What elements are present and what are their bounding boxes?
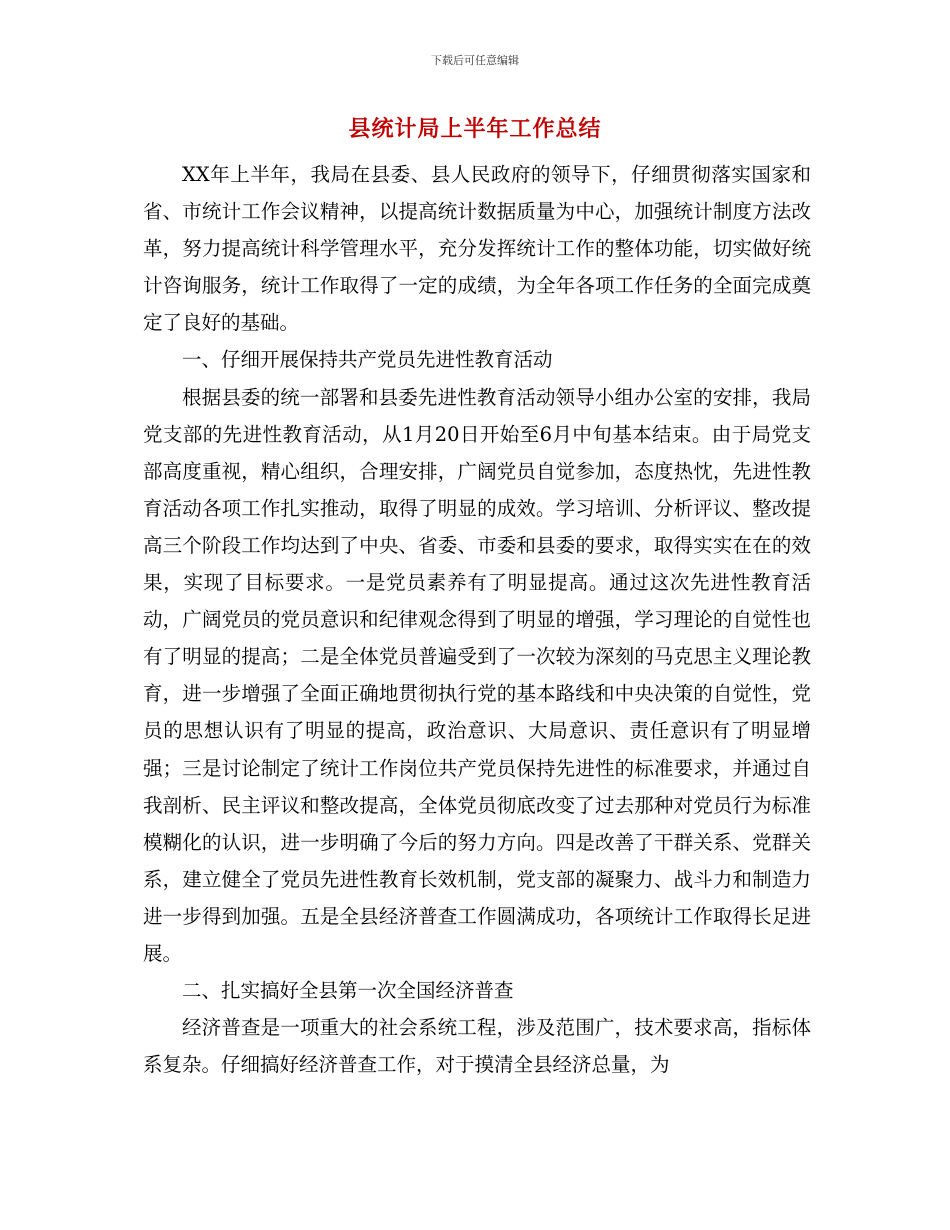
header-note: 下载后可任意编辑 (431, 54, 519, 67)
intro-paragraph: XX年上半年，我局在县委、县人民政府的领导下，仔细贯彻落实国家和省、市统计工作会议精神，以提高统计数据质量为中心，加强统计制度方法改革，努力提高统计科学管理水平，充分发挥统计工作的整体功能，切实做好统计咨询服务，统计工作取得了一定的成绩，为全年各项工作任务的全面完成奠定了良好的基础。 (143, 163, 811, 335)
section-heading-2: 二、扎实搞好全县第一次全国经济普查 (182, 979, 514, 1003)
document-body (143, 156, 811, 1083)
section-heading-1: 一、仔细开展保持共产党员先进性教育活动 (182, 348, 553, 372)
section-2-paragraph: 经济普查是一项重大的社会系统工程，涉及范围广，技术要求高，指标体系复杂。仔细搞好经济普查工作，对于摸清全县经济总量，为 (143, 1016, 811, 1077)
document-title: 县统计局上半年工作总结 (348, 116, 602, 142)
section-1-paragraph: 根据县委的统一部署和县委先进性教育活动领导小组办公室的安排，我局党支部的先进性教育活动，从1月20日开始至6月中旬基本结束。由于局党支部高度重视，精心组织，合理安排，广阔党员自觉参加，态度热忱，先进性教育活动各项工作扎实推动，取得了明显的成效。学习培训、分析评议、整改提高三个阶段工作均达到了中央、省委、市委和县委的要求，取得实实在在的效果，实现了目标要求。一是党员素养有了明显提高。通过这次先进性教育活动，广阔党员的党员意识和纪律观念得到了明显的增强，学习理论的自觉性也有了明显的提高；二是全体党员普遍受到了一次较为深刻的马克思主义理论教育，进一步增强了全面正确地贯彻执行党的基本路线和中央决策的自觉性，党员的思想认识有了明显的提高，政治意识、大局意识、责任意识有了明显增强；三是讨论制定了统计工作岗位共产党员保持先进性的标准要求，并通过自我剖析、民主评议和整改提高，全体党员彻底改变了过去那种对党员行为标准模糊化的认识，进一步明确了今后的努力方向。四是改善了干群关系、党群关系，建立健全了党员先进性教育长效机制，党支部的凝聚力、战斗力和制造力进一步得到加强。五是全县经济普查工作圆满成功，各项统计工作取得长足进展。 (143, 385, 811, 965)
